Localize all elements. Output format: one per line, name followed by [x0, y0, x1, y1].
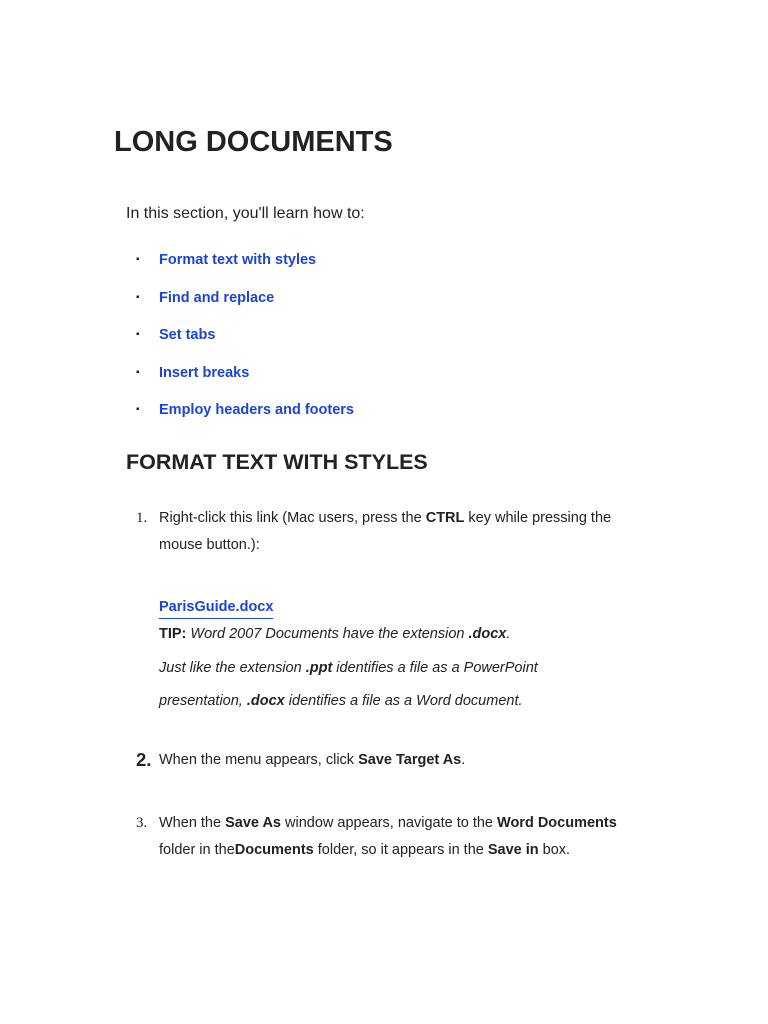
- square-bullet-icon: ▪: [136, 404, 140, 415]
- list-item: [126, 363, 354, 401]
- section-topic-list: [126, 250, 354, 438]
- intro-text: In this section, you'll learn how to:: [126, 205, 365, 222]
- step-number: 2.: [136, 749, 152, 770]
- topic-link-insert-breaks[interactable]: Insert breaks: [159, 364, 250, 381]
- topic-link-set-tabs[interactable]: Set tabs: [159, 327, 216, 343]
- list-item: [126, 400, 354, 438]
- tip-line-1: TIP: Word 2007 Documents have the extension .docx.: [159, 626, 511, 642]
- topic-link-find-replace[interactable]: Find and replace: [159, 289, 275, 306]
- square-bullet-icon: ▪: [136, 254, 140, 265]
- list-item: [126, 288, 354, 326]
- tip-line-3: presentation, .docx identifies a file as a Word document.: [159, 693, 523, 709]
- square-bullet-icon: ▪: [136, 329, 140, 340]
- step-number: 3.: [136, 815, 148, 831]
- tip-line-2: Just like the extension .ppt identifies a file as a PowerPoint: [159, 660, 538, 676]
- step-3-text: When the Save As window appears, navigate to the Word Documents folder in theDocuments folder, so it appears in the Save in box.: [159, 815, 617, 858]
- topic-link-headers-footers[interactable]: Employ headers and footers: [159, 402, 354, 418]
- section-heading: FORMAT TEXT WITH STYLES: [126, 450, 428, 474]
- square-bullet-icon: ▪: [136, 366, 140, 378]
- square-bullet-icon: ▪: [136, 291, 140, 303]
- step-number: 1.: [136, 510, 148, 526]
- list-item: [126, 250, 354, 288]
- topic-link-format-text[interactable]: Format text with styles: [159, 252, 317, 268]
- step-2-text: When the menu appears, click Save Target As.: [159, 752, 466, 768]
- list-item: [126, 325, 354, 363]
- file-download-link[interactable]: ParisGuide.docx: [159, 597, 273, 619]
- step-1-text: Right-click this link (Mac users, press the CTRL key while pressing the mouse button.):: [159, 510, 612, 553]
- page-title: LONG DOCUMENTS: [114, 126, 393, 158]
